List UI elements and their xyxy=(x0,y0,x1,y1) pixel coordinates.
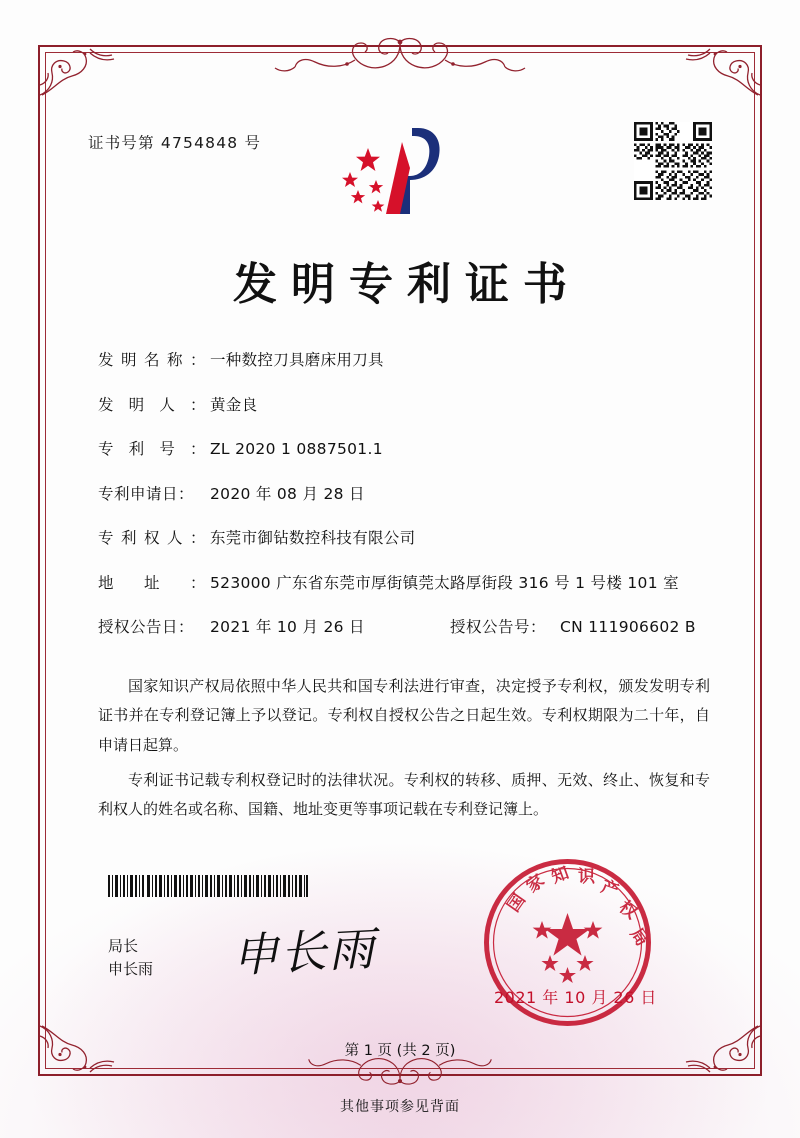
page-number: 第 1 页 (共 2 页) xyxy=(344,1043,456,1059)
svg-text:产: 产 xyxy=(598,876,622,902)
svg-text:权: 权 xyxy=(614,897,641,924)
label-char: 权 xyxy=(143,529,160,548)
field-value: 2020 年 08 月 28 日 xyxy=(210,484,365,503)
field-label xyxy=(98,393,206,417)
field-value: 523000 广东省东莞市厚街镇莞太路厚街段 316 号 1 号楼 101 室 xyxy=(210,573,679,592)
field-label-secondary: 授权公告号： xyxy=(450,618,547,637)
legal-text-block xyxy=(98,672,710,830)
field-grant-announcement xyxy=(98,615,708,639)
label-char: 地 xyxy=(98,573,115,592)
label-colon: ： xyxy=(189,440,206,459)
label-char: 明 xyxy=(120,351,137,369)
field-label xyxy=(98,348,206,372)
top-flourish-ornament-icon xyxy=(235,34,565,80)
seal-date: 2021 年 10 月 26 日 xyxy=(494,988,657,1007)
label-char: 利 xyxy=(120,529,137,548)
label-colon: ： xyxy=(189,529,206,548)
field-value: 2021 年 10 月 26 日 xyxy=(210,618,365,637)
label-char: 发 xyxy=(98,351,115,369)
footer-note: 其他事项参见背面 xyxy=(340,1099,460,1115)
svg-text:家: 家 xyxy=(522,870,549,897)
field-inventor xyxy=(98,393,708,417)
handwritten-signature: 申长雨 xyxy=(230,921,378,983)
field-value: 东莞市御钻数控科技有限公司 xyxy=(210,529,416,548)
label-char: 称 xyxy=(166,351,183,369)
cnipa-emblem-icon xyxy=(334,118,466,226)
field-value-secondary: CN 111906602 B xyxy=(560,618,696,637)
label-colon: ： xyxy=(189,351,206,369)
label-char: 利 xyxy=(128,440,145,459)
label-char: 专 xyxy=(98,440,115,459)
label-char: 人 xyxy=(166,529,183,548)
page-title: 发明专利证书 xyxy=(233,259,581,310)
label-colon: ： xyxy=(189,573,206,592)
field-label xyxy=(98,571,206,595)
qr-code-icon xyxy=(634,122,712,200)
field-value: 一种数控刀具磨床用刀具 xyxy=(210,351,384,369)
paragraph-2: 专利证书记载专利权登记时的法律状况。专利权的转移、质押、无效、终止、恢复和专利权人的姓名或名称、国籍、地址变更等事项记载在专利登记簿上。 xyxy=(98,770,710,818)
field-patent-number xyxy=(98,437,708,461)
svg-text:国: 国 xyxy=(503,890,530,916)
field-value: ZL 2020 1 0887501.1 xyxy=(210,440,383,459)
label-char: 址 xyxy=(143,573,160,592)
svg-text:局: 局 xyxy=(625,924,652,950)
label-char: 明 xyxy=(128,395,145,414)
field-label: 授权公告日： xyxy=(98,618,195,637)
field-address xyxy=(98,571,708,595)
field-label: 专利申请日： xyxy=(98,484,195,503)
barcode-icon xyxy=(108,875,308,897)
paragraph-1: 国家知识产权局依照中华人民共和国专利法进行审查，决定授予专利权，颁发发明专利证书并在专利登记簿上予以登记。专利权自授权公告之日起生效。专利权期限为二十年，自申请日起算。 xyxy=(98,677,710,754)
field-value: 黄金良 xyxy=(210,395,258,414)
field-application-date xyxy=(98,482,708,506)
field-label xyxy=(98,526,206,550)
field-invention-name xyxy=(98,348,708,372)
signature-name: 申长雨 xyxy=(108,960,154,979)
certificate-number: 证书号第 4754848 号 xyxy=(88,134,262,152)
svg-text:知: 知 xyxy=(548,863,572,888)
field-label xyxy=(98,437,206,461)
signature-role-label: 局长 xyxy=(108,937,139,955)
label-char: 名 xyxy=(143,351,160,369)
svg-text:识: 识 xyxy=(578,867,595,887)
label-char: 发 xyxy=(98,395,115,414)
field-list xyxy=(98,348,708,660)
label-char: 专 xyxy=(98,529,115,548)
label-char: 人 xyxy=(159,395,176,414)
label-char: 号 xyxy=(159,440,176,459)
label-colon: ： xyxy=(189,395,206,414)
field-patentee xyxy=(98,526,708,550)
signature-block xyxy=(108,935,153,982)
